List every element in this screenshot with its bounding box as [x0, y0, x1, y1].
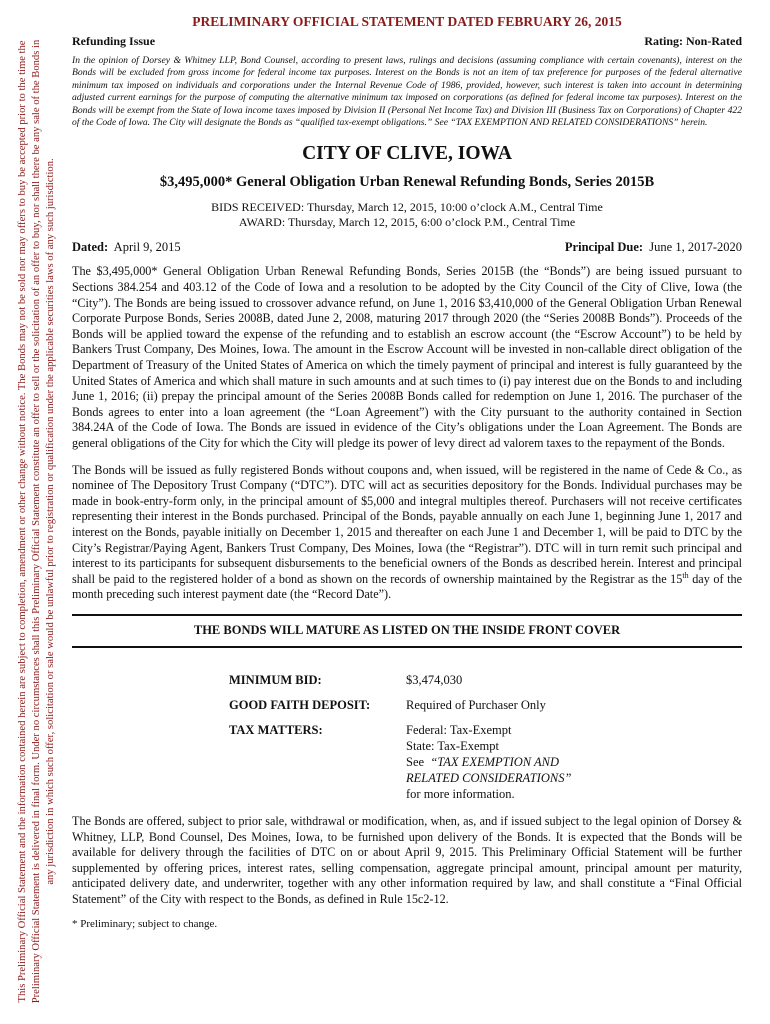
minimum-bid-label: MINIMUM BID:	[229, 672, 322, 687]
see-word: See	[406, 754, 425, 769]
maturity-notice: THE BONDS WILL MATURE AS LISTED ON THE INSIDE FRONT COVER	[72, 614, 742, 648]
reference-line-2	[406, 770, 606, 786]
tax-matters-row	[229, 722, 742, 802]
principal-due-value: June 1, 2017-2020	[649, 240, 742, 255]
reference-part-2: RELATED CONSIDERATIONS”	[406, 770, 572, 785]
minimum-bid-row	[229, 672, 742, 688]
tax-matters-value	[406, 722, 606, 802]
registration-paragraph	[72, 463, 742, 603]
issue-title: $3,495,000* General Obligation Urban Renewal Refunding Bonds, Series 2015B	[159, 174, 655, 191]
preliminary-banner: PRELIMINARY OFFICIAL STATEMENT DATED FEBRUARY 26, 2015	[192, 14, 622, 29]
registration-text-end: day of the month preceding such interest payment date (the “Record Date”).	[72, 571, 742, 602]
dated-value: April 9, 2015	[113, 240, 181, 255]
disclaimer-line-2: Preliminary Official Statement is delivered in final form. Under no circumstances shall this Preliminary Official Statement constitute an offer to sell or the solicitation of an offer to buy, nor shall there be any sale of the Bonds in	[31, 39, 42, 1004]
official-statement-page	[72, 14, 742, 930]
disclaimer-line-1: This Preliminary Official Statement and the information contained herein are subject to completion, amendment or other change without notice. The Bonds may not be sold nor may offers to buy be accepted prior to the time the	[17, 40, 28, 1003]
dated	[72, 240, 181, 255]
disclaimer-line-3: any jurisdiction in which such offer, solicitation or sale would be unlawful prior to registration or qualification under the applicable securities laws of any such jurisdiction.	[45, 158, 56, 885]
good-faith-row	[229, 697, 742, 713]
see-reference	[406, 754, 606, 770]
reference-part-1: “TAX EXEMPTION AND	[430, 754, 560, 769]
principal-due	[565, 240, 742, 255]
preliminary-disclaimer	[16, 29, 58, 1014]
more-info: for more information.	[406, 786, 515, 801]
preliminary-footnote: * Preliminary; subject to change.	[72, 918, 218, 931]
principal-due-label: Principal Due:	[564, 240, 644, 255]
registration-text: The Bonds will be issued as fully registered Bonds without coupons and, when issued, will be registered in the name of Cede & Co., as nominee of The Depository Trust Company (“DTC”). DTC will act as securities depository for the Bonds. Individual purchases may be made in book-entry-form only, in the principal amount of $5,000 and integral multiples thereof. Purchasers will not receive certificates representing their interest in the Bonds purchased. Principal of the Bonds, payable annually on each June 1, beginning June 1, 2017 and interest on the Bonds, payable initially on December 1, 2015 and thereafter on each June 1 and December 1, will be paid to DTC by the City’s Registrar/Paying Agent, Bankers Trust Company, Des Moines, Iowa (the “Registrar”). DTC will in turn remit such principal and interest to its participants for subsequent disbursements to the beneficial owners of the Bonds as described herein. Interest and principal shall be paid to the registered holder of a bond as shown on the records of ownership maintained by the Registrar as the 15	[72, 462, 742, 586]
offering-paragraph: The Bonds are offered, subject to prior sale, withdrawal or modification, when, as, and if issued subject to the legal opinion of Dorsey & Whitney, LLP, Bond Counsel, Des Moines, Iowa, to be furnished upon delivery of the Bonds. It is expected that the Bonds will be available for delivery through the facilities of DTC on or about April 9, 2015. This Preliminary Official Statement will be further supplemented by offering prices, interest rates, selling compensation, aggregate principal amount, principal amount per maturity, anticipated delivery date, and underwriter, together with any other information required by law, and shall constitute a “Final Official Statement” of the City with respect to the Bonds, as defined in Rule 15c2-12.	[72, 813, 742, 906]
ordinal-suffix: th	[682, 570, 689, 580]
header-row	[72, 34, 742, 49]
state-tax-status: State: Tax-Exempt	[406, 738, 499, 753]
good-faith-label: GOOD FAITH DEPOSIT:	[229, 697, 371, 712]
bond-counsel-opinion: In the opinion of Dorsey & Whitney LLP, Bond Counsel, according to present laws, rulings and decisions (assuming compliance with certain covenants), interest on the Bonds will be excluded from gross income for federal income tax purposes. Interest on the Bonds is not an item of tax preference for purposes of the federal alternative minimum tax imposed on individuals and corporations under the Internal Revenue Code of 1986, provided, however, such interest is taken into account in determining adjusted current earnings for the purpose of computing the alternative minimum tax imposed on corporations (as defined for federal income tax purposes). Interest on the Bonds will be exempt from the State of Iowa income taxes imposed by Division II (Personal Net Income Tax) and Division III (Business Tax on Corporations) of Chapter 422 of the Code of Iowa. The City will designate the Bonds as “qualified tax-exempt obligations.” See “TAX EXEMPTION AND RELATED CONSIDERATIONS” herein.	[72, 55, 742, 129]
sale-terms	[229, 672, 742, 802]
issuer-name: CITY OF CLIVE, IOWA	[302, 143, 512, 165]
bids-received: BIDS RECEIVED: Thursday, March 12, 2015, 10:00 o’clock A.M., Central Time	[211, 200, 603, 215]
tax-matters-label: TAX MATTERS:	[229, 722, 323, 737]
dated-label: Dated:	[72, 240, 109, 255]
federal-tax-status: Federal: Tax-Exempt	[406, 722, 512, 737]
dated-row	[72, 240, 742, 255]
award-time: AWARD: Thursday, March 12, 2015, 6:00 o’clock P.M., Central Time	[238, 215, 576, 230]
bid-schedule	[72, 200, 742, 230]
good-faith-value: Required of Purchaser Only	[406, 697, 546, 712]
issue-type: Refunding Issue	[72, 34, 156, 48]
bond-description-paragraph: The $3,495,000* General Obligation Urban Renewal Refunding Bonds, Series 2015B (the “Bonds”) are being issued pursuant to Sections 384.254 and 403.12 of the Code of Iowa and a resolution to be adopted by the City Council of the City of Clive, Iowa (the “City”). The Bonds are being issued to crossover advance refund, on June 1, 2016 $3,410,000 of the General Obligation Urban Renewal Corporate Purpose Bonds, Series 2008B, dated June 2, 2008, maturing 2017 through 2020 (the “Series 2008B Bonds”). Proceeds of the Bonds will be applied toward the expense of the refunding and to establish an escrow account (the “Escrow Account”) to be held by Bankers Trust Company, Des Moines, Iowa. The amount in the Escrow Account will be invested in non-callable direct obligation of the Department of Treasury of the United States of America on which the timely payment of principal and interest is fully guaranteed by the United States of America and which shall mature in such amounts and at such times to (i) pay interest due on the Bonds to and including June 1, 2016; (ii) prepay the principal amount of the Series 2008B Bonds called for redemption on June 1, 2016. The purchaser of the Bonds agrees to enter into a loan agreement (the “Loan Agreement”) with the City pursuant to the authority contained in Section 384.24A of the Code of Iowa. The Bonds are issued in evidence of the City’s obligations under the Loan Agreement. The Bonds are general obligations of the City for which the City will pledge its power of levy direct ad valorem taxes to the repayment of the Bonds.	[72, 264, 742, 450]
minimum-bid-value: $3,474,030	[406, 672, 463, 687]
rating: Rating: Non-Rated	[644, 34, 742, 48]
